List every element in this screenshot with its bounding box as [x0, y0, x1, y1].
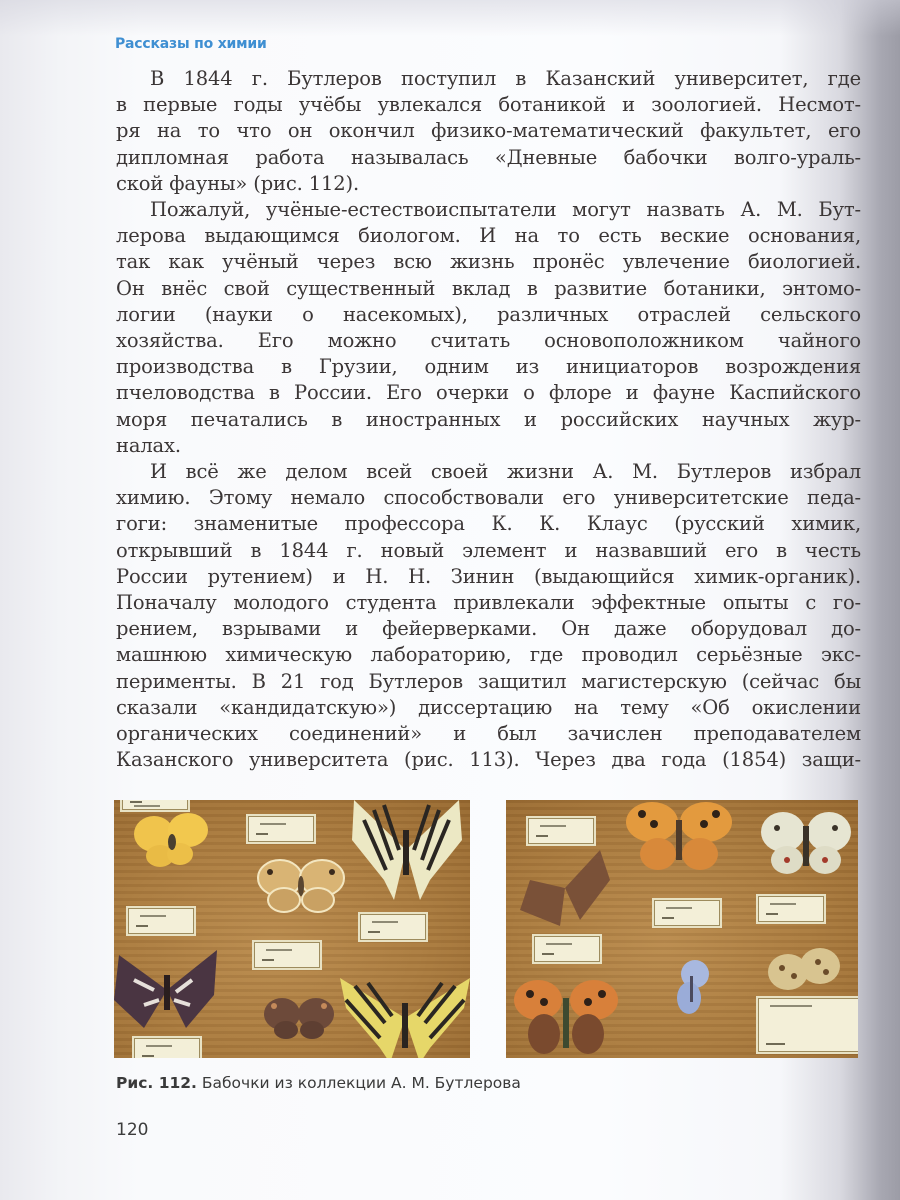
butterfly-ringlet-icon	[256, 856, 346, 916]
paragraph-2	[116, 197, 861, 459]
text-line: логии (науки о насекомых), различных отраслей сельского	[116, 302, 861, 326]
text-line: лерова выдающимся биологом. И на то есть веские основания,	[116, 224, 861, 248]
butterfly-painted-lady-icon	[624, 800, 734, 875]
specimen-label	[756, 894, 826, 924]
text-line: дипломная работа называлась «Дневные бабочки волго-ураль-	[116, 145, 861, 169]
specimen-label	[526, 816, 596, 846]
text-line: Поначалу молодого студента привлекали эффектные опыты с го-	[116, 591, 861, 615]
butterfly-blue-icon	[671, 958, 711, 1016]
text-line: хозяйства. Его можно считать основоположником чайного	[116, 329, 861, 353]
butterfly-brown-moth-icon	[520, 850, 610, 926]
butterfly-swallowtail-icon	[344, 800, 469, 905]
specimen-label	[652, 898, 722, 928]
specimen-label	[246, 814, 316, 844]
text-line: Пожалуй, учёные-естествоиспытатели могут назвать А. М. Бут-	[150, 198, 861, 222]
text-line: так как учёный через всю жизнь пронёс увлечение биологией.	[116, 250, 861, 274]
specimen-label	[126, 906, 196, 936]
specimen-label	[252, 940, 322, 970]
page-number: 120	[116, 1120, 149, 1140]
text-line: России рутением) и Н. Н. Зинин (выдающийся химик-органик).	[116, 564, 861, 588]
text-line: И всё же делом всей своей жизни А. М. Бутлеров избрал	[150, 460, 861, 484]
butterfly-fritillary-icon	[768, 946, 840, 996]
body-text	[116, 66, 861, 773]
text-line: производства в Грузии, одним из инициаторов возрождения	[116, 355, 861, 379]
text-line: В 1844 г. Бутлеров поступил в Казанский университет, где	[150, 67, 861, 90]
text-line: налах.	[116, 433, 181, 457]
specimen-label	[532, 934, 602, 964]
text-line: Казанского университета (рис. 113). Через два года (1854) защи-	[116, 748, 861, 772]
text-line: органических соединений» и был зачислен преподавателем	[116, 722, 861, 746]
paragraph-1	[116, 66, 861, 197]
butterfly-comma-icon	[514, 978, 618, 1058]
text-line: рением, взрывами и фейерверками. Он даже оборудовал до-	[116, 617, 861, 641]
figure-caption	[116, 1074, 521, 1092]
text-line: химию. Этому немало способствовали его университетские педа-	[116, 486, 861, 510]
figure-caption-text: Бабочки из коллекции А. М. Бутлерова	[196, 1074, 521, 1092]
text-line: Он внёс свой существенный вклад в развитие ботаники, энтомо-	[116, 276, 861, 300]
specimen-label	[120, 800, 190, 812]
text-line: сказали «кандидатскую») диссертацию на тему «Об окислении	[116, 695, 861, 719]
specimen-label	[358, 912, 428, 942]
text-line: моря печатались в иностранных и российских научных жур-	[116, 407, 861, 431]
text-line: перименты. В 21 год Бутлеров защитил магистерскую (сейчас бы	[116, 669, 861, 693]
specimen-label	[756, 996, 858, 1054]
butterfly-collection-photo-right	[506, 800, 858, 1058]
butterfly-purple-emperor-icon	[114, 950, 220, 1030]
text-line: в первые годы учёбы увлекался ботаникой и зоологией. Несмот-	[116, 93, 861, 117]
butterfly-apollo-icon	[761, 808, 851, 878]
butterfly-swallowtail-yellow-icon	[340, 978, 470, 1058]
specimen-label	[132, 1036, 202, 1058]
figure-number: Рис. 112.	[116, 1074, 197, 1092]
text-line: пчеловодства в России. Его очерки о флоре и фауне Каспийского	[116, 381, 861, 405]
text-line: открывший в 1844 г. новый элемент и назвавший его в честь	[116, 538, 861, 562]
butterfly-brown-icon	[264, 996, 334, 1040]
paragraph-3	[116, 459, 861, 773]
text-line: гоги: знаменитые профессора К. К. Клаус (русский химик,	[116, 512, 861, 536]
text-line: ря на то что он окончил физико-математический факультет, его	[116, 119, 861, 143]
text-line: ской фауны» (рис. 112).	[116, 171, 360, 195]
text-line: машнюю химическую лабораторию, где проводил серьёзные экс-	[116, 643, 861, 667]
page-top-shadow	[0, 0, 900, 36]
butterfly-yellow-icon	[132, 812, 212, 870]
butterfly-collection-photo-left	[114, 800, 470, 1058]
running-head: Рассказы по химии	[115, 36, 267, 52]
